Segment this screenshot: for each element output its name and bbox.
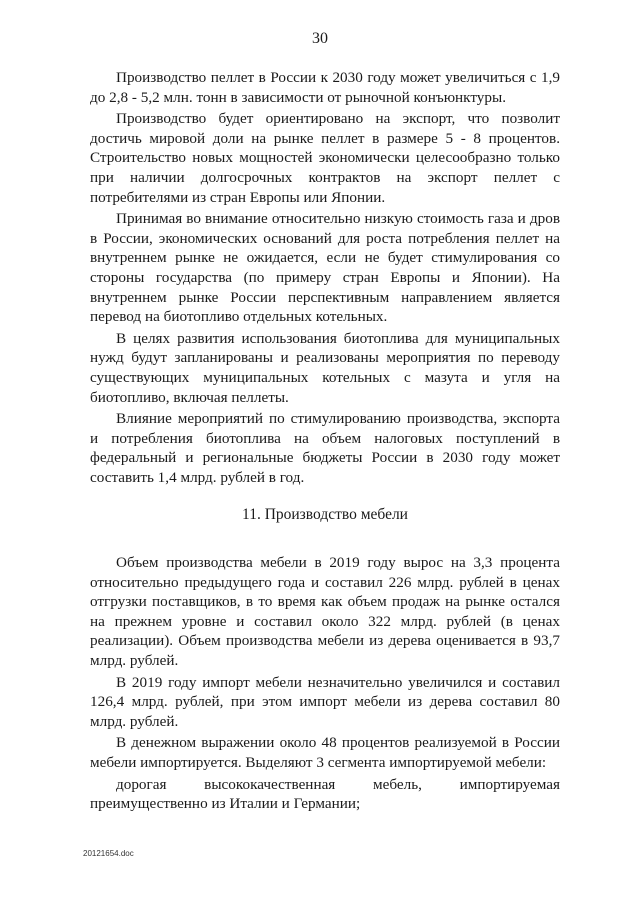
paragraph: Объем производства мебели в 2019 году вырос на 3,3 процента относительно предыдущего года и составил 226 млрд. рублей в ценах отгрузки поставщиков, в то время как объем продаж на рынке остался на прежнем уровне и составил около 322 млрд. рублей (в ценах реализации). Объем производства мебели из дерева оценивается в 93,7 млрд. рублей. (90, 554, 560, 670)
section-heading: 11. Производство мебели (242, 506, 408, 524)
document-body (90, 68, 560, 816)
paragraph: В денежном выражении около 48 процентов реализуемой в России мебели импортируется. Выделяют 3 сегмента импортируемой мебели: (90, 734, 560, 771)
paragraph: Принимая во внимание относительно низкую стоимость газа и дров в России, экономических оснований для роста потребления пеллет на внутреннем рынке не ожидается, если не будет стимулирования со стороны государства (по примеру стран Европы и Японии). На внутреннем рынке России перспективным направлением является перевод на биотопливо отдельных котельных. (90, 210, 560, 326)
paragraph: Производство пеллет в России к 2030 году может увеличиться с 1,9 до 2,8 - 5,2 млн. тонн в зависимости от рыночной конъюнктуры. (90, 69, 560, 106)
paragraph: В 2019 году импорт мебели незначительно увеличился и составил 126,4 млрд. рублей, при этом импорт мебели из дерева составил 80 млрд. рублей. (90, 673, 560, 730)
paragraph: Влияние мероприятий по стимулированию производства, экспорта и потребления биотоплива на объем налоговых поступлений в федеральный и региональные бюджеты России в 2030 году может составить 1,4 млрд. рублей в год. (90, 410, 560, 486)
page-number: 30 (312, 30, 328, 47)
paragraph: Производство будет ориентировано на экспорт, что позволит достичь мировой доли на рынке пеллет в размере 5 - 8 процентов. Строительство новых мощностей экономически целесообразно только при наличии долгосрочных контрактов на экспорт пеллет с потребителями из стран Европы или Японии. (90, 110, 560, 206)
paragraph: дорогая высококачественная мебель, импортируемая преимущественно из Италии и Германии; (90, 775, 560, 813)
paragraph: В целях развития использования биотоплива для муниципальных нужд будут запланированы и реализованы мероприятия по переводу существующих муниципальных котельных с мазута и угля на биотопливо, включая пеллеты. (90, 329, 560, 406)
footer-filename: 20121654.doc (83, 849, 134, 858)
